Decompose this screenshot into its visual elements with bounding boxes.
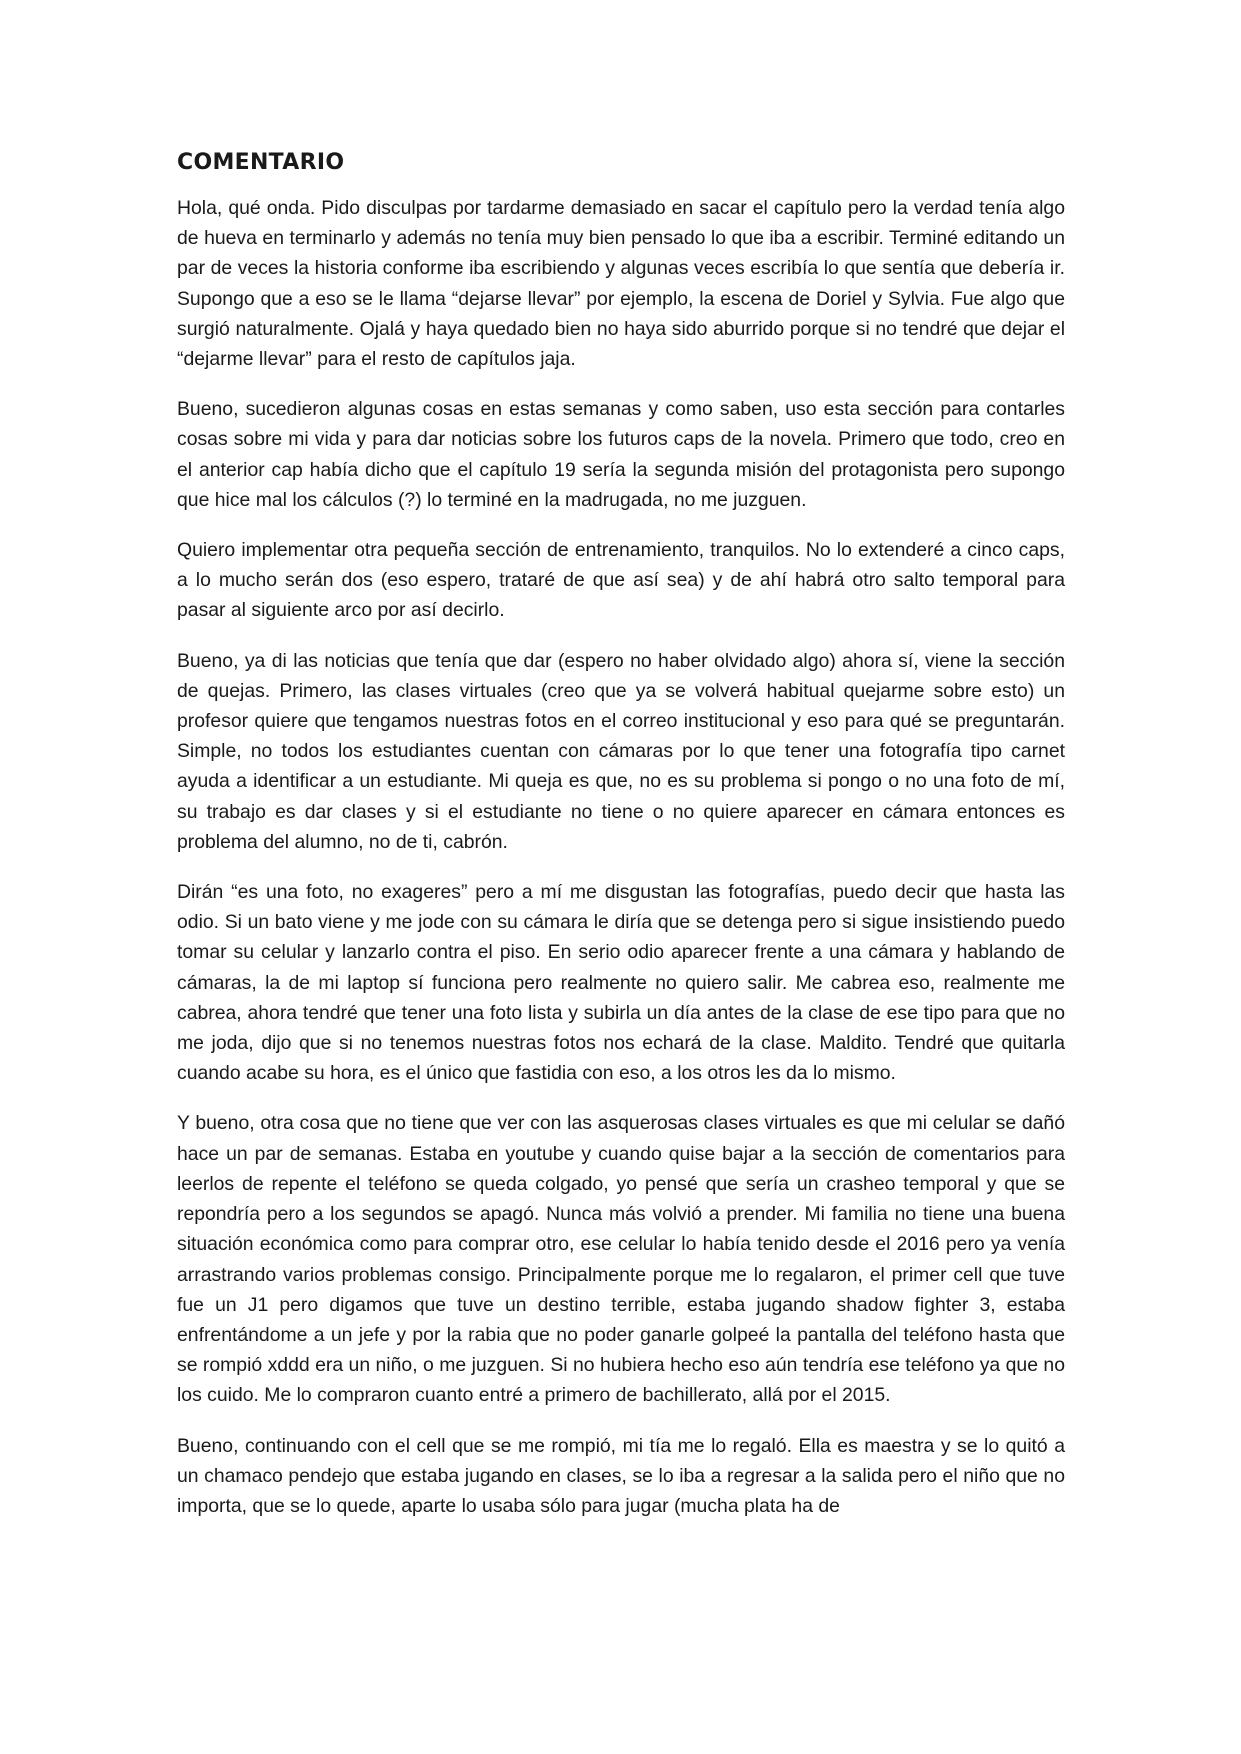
paragraph-7: Bueno, continuando con el cell que se me rompió, mi tía me lo regaló. Ella es maestra y se lo quitó a un chamaco pendejo que estaba jugando en clases, se lo iba a regresar a la salida pero el niño que no importa, que se lo quede, aparte lo usaba sólo para jugar (mucha plata ha de [177, 1434, 1065, 1517]
paragraph-5: Dirán “es una foto, no exageres” pero a mí me disgustan las fotografías, puedo decir que hasta las odio. Si un bato viene y me jode con su cámara le diría que se detenga pero si sigue insistiendo puedo tomar su celular y lanzarlo contra el piso. En serio odio aparecer frente a una cámara y hablando de cámaras, la de mi laptop sí funciona pero realmente no quiero salir. Me cabrea eso, realmente me cabrea, ahora tendré que tener una foto lista y subirla un día antes de la clase de ese tipo para que no me joda, dijo que si no tenemos nuestras fotos nos echará de la clase. Maldito. Tendré que quitarla cuando acabe su hora, es el único que fastidia con eso, a los otros les da lo mismo. [177, 881, 1065, 1085]
paragraph-1: Hola, qué onda. Pido disculpas por tardarme demasiado en sacar el capítulo pero la verdad tenía algo de hueva en terminarlo y además no tenía muy bien pensado lo que iba a escribir. Terminé editando un par de veces la historia conforme iba escribiendo y algunas veces escribía lo que sentía que debería ir. Supongo que a eso se le llama “dejarse llevar” por ejemplo, la escena de Doriel y Sylvia. Fue algo que surgió naturalmente. Ojalá y haya quedado bien no haya sido aburrido porque si no tendré que dejar el “dejarme llevar” para el resto de capítulos jaja. [177, 197, 1065, 371]
paragraph-2: Bueno, sucedieron algunas cosas en estas semanas y como saben, uso esta sección para contarles cosas sobre mi vida y para dar noticias sobre los futuros caps de la novela. Primero que todo, creo en el anterior cap había dicho que el capítulo 19 sería la segunda misión del protagonista pero supongo que hice mal los cálculos (?) lo terminé en la madrugada, no me juzguen. [177, 398, 1065, 511]
document-body [177, 149, 1065, 1541]
paragraph-6: Y bueno, otra cosa que no tiene que ver con las asquerosas clases virtuales es que mi celular se dañó hace un par de semanas. Estaba en youtube y cuando quise bajar a la sección de comentarios para leerlos de repente el teléfono se queda colgado, yo pensé que sería un crasheo temporal y que se repondría pero a los segundos se apagó. Nunca más volvió a prender. Mi familia no tiene una buena situación económica como para comprar otro, ese celular lo había tenido desde el 2016 pero ya venía arrastrando varios problemas consigo. Principalmente porque me lo regalaron, el primer cell que tuve fue un J1 pero digamos que tuve un destino terrible, estaba jugando shadow fighter 3, estaba enfrentándome a un jefe y por la rabia que no poder ganarle golpeé la pantalla del teléfono hasta que se rompió xddd era un niño, o me juzguen. Si no hubiera hecho eso aún tendría ese teléfono ya que no los cuido. Me lo compraron cuanto entré a primero de bachillerato, allá por el 2015. [177, 1112, 1065, 1407]
paragraph-4: Bueno, ya di las noticias que tenía que dar (espero no haber olvidado algo) ahora sí, viene la sección de quejas. Primero, las clases virtuales (creo que ya se volverá habitual quejarme sobre esto) un profesor quiere que tengamos nuestras fotos en el correo institucional y eso para qué se preguntarán. Simple, no todos los estudiantes cuentan con cámaras por lo que tener una fotografía tipo carnet ayuda a identificar a un estudiante. Mi queja es que, no es su problema si pongo o no una foto de mí, su trabajo es dar clases y si el estudiante no tiene o no quiere aparecer en cámara entonces es problema del alumno, no de ti, cabrón. [177, 649, 1065, 853]
paragraph-3: Quiero implementar otra pequeña sección de entrenamiento, tranquilos. No lo extenderé a cinco caps, a lo mucho serán dos (eso espero, trataré de que así sea) y de ahí habrá otro salto temporal para pasar al siguiente arco por así decirlo. [177, 539, 1065, 622]
document-title: COMENTARIO [177, 150, 345, 175]
